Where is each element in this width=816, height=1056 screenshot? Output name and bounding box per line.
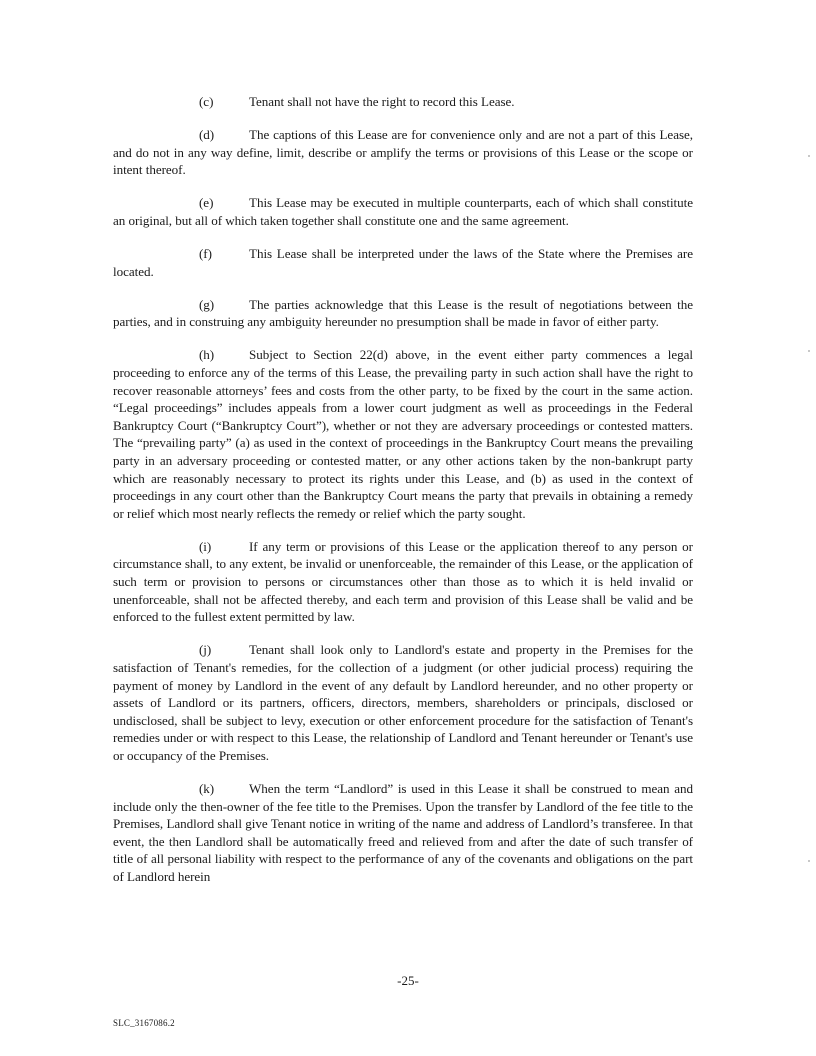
- paragraph-i: [113, 538, 693, 626]
- paragraph-marker: (f): [199, 246, 212, 262]
- paragraph-c: [113, 93, 693, 111]
- scan-speck: [808, 860, 810, 862]
- paragraph-d: [113, 126, 693, 179]
- paragraph-marker: (h): [199, 347, 215, 363]
- paragraph-e: [113, 194, 693, 229]
- paragraph-text: This Lease shall be interpreted under the laws of the State where the Premises are located.: [113, 246, 693, 279]
- paragraph-text: Subject to Section 22(d) above, in the event either party commences a legal proceeding to enforce any of the terms of this Lease, the prevailing party in such action shall have the right to recover reasonable attorneys’ fees and costs from the other party, to be fixed by the court in the same action. “Legal proceedings” includes appeals from a lower court judgment as well as proceedings in the Federal Bankruptcy Court (“Bankruptcy Court”), whether or not they are adversary proceedings or contested matters. The “prevailing party” (a) as used in the context of proceedings in the Bankruptcy Court means the prevailing party in an adversary proceeding or contested matter, or any other actions taken by the non-bankrupt party which are reasonably necessary to protect its rights under this Lease, and (b) as used in the context of proceedings in any court other than the Bankruptcy Court means the party that prevails in obtaining a remedy or relief which most nearly reflects the remedy or relief which the party sought.: [113, 347, 693, 521]
- lease-body: [113, 93, 693, 901]
- paragraph-marker: (k): [199, 781, 215, 796]
- paragraph-text: When the term “Landlord” is used in this Lease it shall be construed to mean and include only the then-owner of the fee title to the Premises. Upon the transfer by Landlord of the fee title to the Premises, Landlord shall give Tenant notice in writing of the name and address of Landlord’s transferee. In that event, the then Landlord shall be automatically freed and relieved from and after the date of such transfer of title of all personal liability with respect to the performance of any of the covenants and obligations on the part of Landlord herein: [113, 781, 693, 884]
- paragraph-marker: (d): [199, 127, 215, 143]
- paragraph-marker: (j): [199, 642, 212, 658]
- paragraph-g: [113, 296, 693, 331]
- paragraph-j: [113, 641, 693, 764]
- paragraph-text: Tenant shall look only to Landlord's estate and property in the Premises for the satisfaction of Tenant's remedies, for the collection of a judgment (or other judicial process) requiring the payment of money by Landlord in the event of any default by Landlord hereunder, and no other property or assets of Landlord or its partners, officers, directors, members, shareholders or principals, disclosed or undisclosed, shall be subject to levy, execution or other enforcement procedure for the satisfaction of Tenant's remedies under or with respect to this Lease, the relationship of Landlord and Tenant hereunder or Tenant's use or occupancy of the Premises.: [113, 642, 693, 763]
- paragraph-text: The parties acknowledge that this Lease is the result of negotiations between the parties, and in construing any ambiguity hereunder no presumption shall be made in favor of either party.: [113, 296, 693, 330]
- paragraph-marker: (i): [199, 538, 212, 554]
- paragraph-f: [113, 245, 693, 280]
- page-number: -25-: [397, 973, 419, 988]
- paragraph-marker: (e): [199, 195, 214, 211]
- paragraph-h: [113, 346, 693, 522]
- paragraph-text: This Lease may be executed in multiple counterparts, each of which shall constitute an original, but all of which taken together shall constitute one and the same agreement.: [113, 195, 693, 228]
- scan-speck: [808, 350, 810, 352]
- paragraph-text: If any term or provisions of this Lease or the application thereof to any person or circumstance shall, to any extent, be invalid or unenforceable, the remainder of this Lease, or the application of such term or provision to persons or circumstances other than those as to which it is held invalid or unenforceable, shall not be affected thereby, and each term and provision of this Lease shall be valid and be enforced to the fullest extent permitted by law.: [113, 538, 693, 625]
- paragraph-marker: (g): [199, 296, 215, 312]
- paragraph-text: The captions of this Lease are for convenience only and are not a part of this Lease, and do not in any way define, limit, describe or amplify the terms or provisions of this Lease or the scope or intent thereof.: [113, 127, 693, 178]
- paragraph-marker: (c): [199, 94, 214, 109]
- document-id: SLC_3167086.2: [113, 1018, 175, 1028]
- paragraph-text: Tenant shall not have the right to record this Lease.: [249, 94, 515, 109]
- paragraph-k: [113, 780, 693, 886]
- scan-speck: [808, 155, 810, 157]
